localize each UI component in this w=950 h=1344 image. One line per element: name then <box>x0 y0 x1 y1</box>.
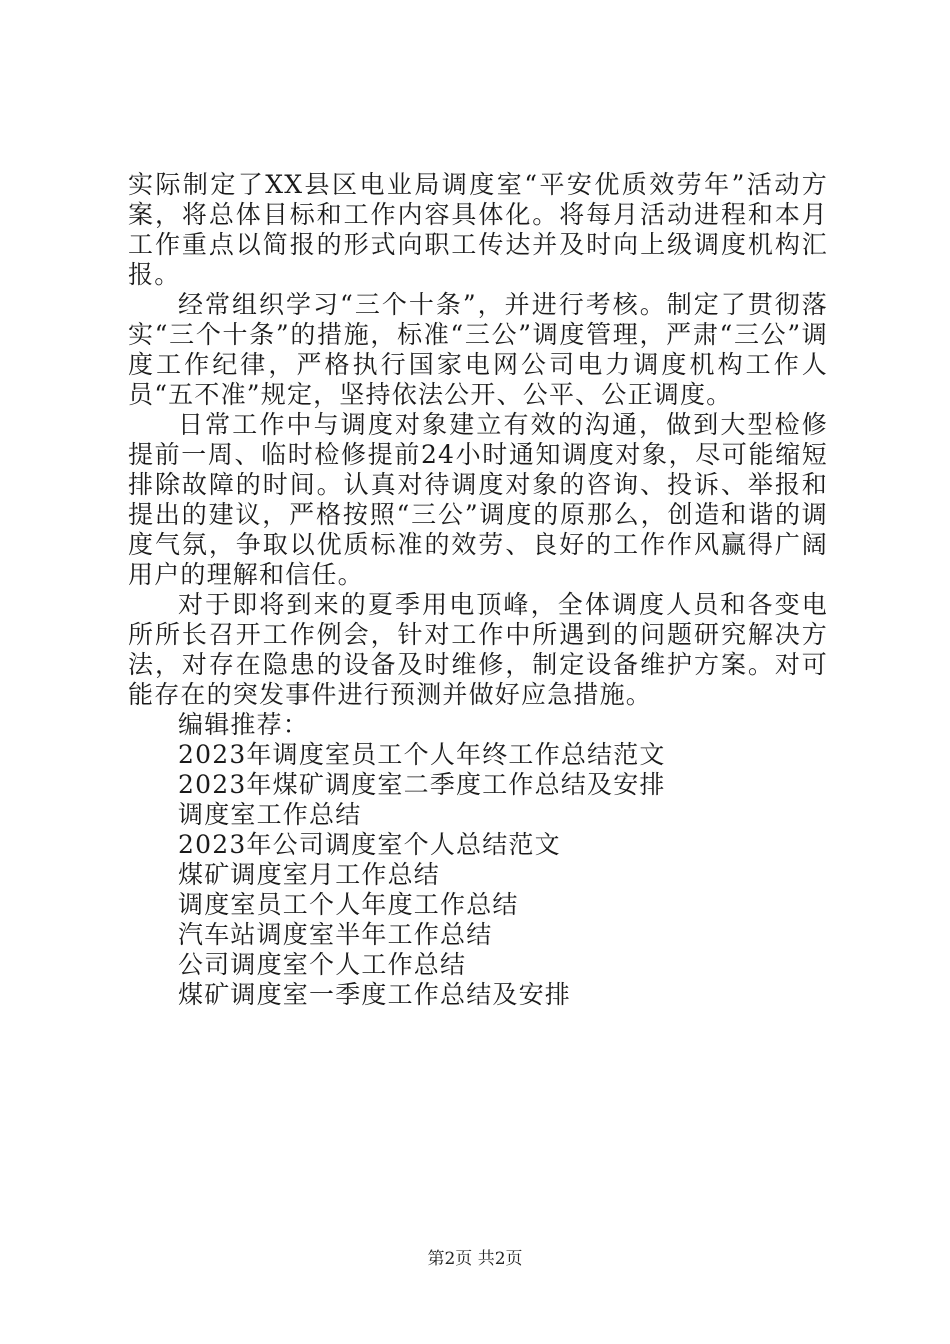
paragraph-summer-peak: 对于即将到来的夏季用电顶峰，全体调度人员和各变电所所长召开工作例会，针对工作中所遇到的问题研究解决方法，对存在隐患的设备及时维修，制定设备维护方案。对可能存在的突发事件进行预测并做好应急措施。 <box>128 590 828 709</box>
recommend-link[interactable]: 公司调度室个人工作总结 <box>178 950 467 979</box>
recommend-link[interactable]: 2023年煤矿调度室二季度工作总结及安排 <box>178 770 666 799</box>
recommend-list <box>128 740 828 1010</box>
document-body <box>128 170 828 1010</box>
paragraph-communication: 日常工作中与调度对象建立有效的沟通，做到大型检修提前一周、临时检修提前24小时通知调度对象，尽可能缩短排除故障的时间。认真对待调度对象的咨询、投诉、举报和提出的建议，严格按照“三公”调度的原那么，创造和谐的调度气氛，争取以优质标准的效劳、良好的工作作风赢得广阔用户的理解和信任。 <box>128 410 828 589</box>
recommend-link[interactable]: 2023年公司调度室个人总结范文 <box>178 830 561 859</box>
recommend-link[interactable]: 调度室员工个人年度工作总结 <box>178 890 519 919</box>
recommend-heading: 编辑推荐： <box>178 710 310 739</box>
recommend-link[interactable]: 调度室工作总结 <box>178 800 362 829</box>
recommend-section <box>128 710 828 1010</box>
recommend-link[interactable]: 煤矿调度室一季度工作总结及安排 <box>178 980 572 1009</box>
page-number-footer: 第2页 共2页 <box>427 1249 523 1269</box>
paragraph-study: 经常组织学习“三个十条”，并进行考核。制定了贯彻落实“三个十条”的措施，标准“三公”调度管理，严肃“三公”调度工作纪律，严格执行国家电网公司电力调度机构工作人员“五不准”规定，坚持依法公开、公平、公正调度。 <box>128 290 828 409</box>
recommend-link[interactable]: 2023年调度室员工个人年终工作总结范文 <box>178 740 666 769</box>
recommend-link[interactable]: 煤矿调度室月工作总结 <box>178 860 441 889</box>
paragraph-continued: 实际制定了XX县区电业局调度室“平安优质效劳年”活动方案，将总体目标和工作内容具体化。将每月活动进程和本月工作重点以简报的形式向职工传达并及时向上级调度机构汇报。 <box>128 170 828 289</box>
recommend-link[interactable]: 汽车站调度室半年工作总结 <box>178 920 493 949</box>
